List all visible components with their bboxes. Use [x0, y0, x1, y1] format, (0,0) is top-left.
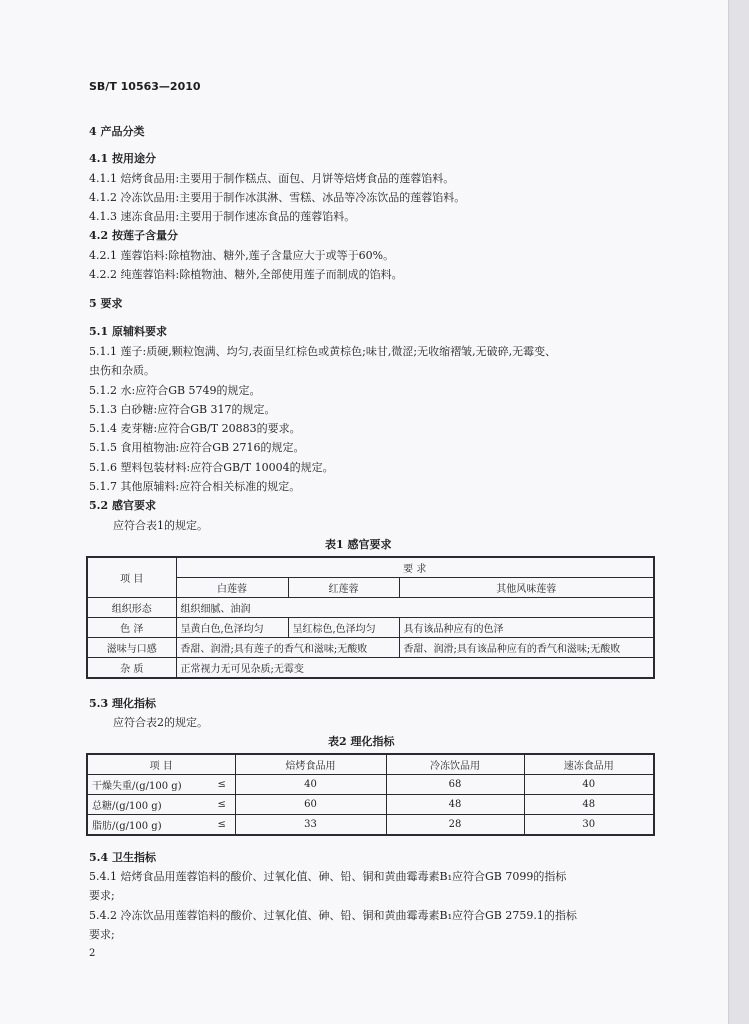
clause-5-4-2-cont: 要求;	[89, 928, 115, 941]
clause-5-1-1-cont: 虫伤和杂质。	[89, 364, 155, 377]
table1-header-white: 白莲蓉	[176, 578, 288, 598]
table1-cell: 呈红棕色,色泽均匀	[288, 618, 399, 638]
clause-5-1-3: 5.1.3 白砂糖:应符合GB 317的规定。	[89, 403, 276, 416]
physicochemical-table	[86, 753, 655, 836]
table-row	[87, 658, 654, 679]
table2-header-baking: 焙烤食品用	[235, 754, 386, 775]
sensory-requirements-table	[86, 556, 655, 679]
table2-cell: 48	[386, 795, 524, 815]
table1-cell: 组织细腻、油润	[176, 598, 654, 618]
table-row	[87, 598, 654, 618]
table1-caption: 表1 感官要求	[325, 538, 392, 551]
table1-cell: 香甜、润滑;具有该品种应有的香气和滋味;无酸败	[399, 638, 654, 658]
table2-cell: 68	[386, 775, 524, 795]
table2-row-item: 总糖/(g/100 g)	[87, 795, 209, 815]
table-row	[87, 638, 654, 658]
clause-5-1-1: 5.1.1 莲子:质硬,颗粒饱满、均匀,表面呈红棕色或黄棕色;味甘,微涩;无收缩褶皱,无破碎,无霉变、	[89, 345, 557, 358]
page-number: 2	[89, 948, 96, 959]
heading-4: 4 产品分类	[89, 125, 145, 138]
clause-4-1-1: 4.1.1 焙烤食品用:主要用于制作糕点、面包、月饼等焙烤食品的莲蓉馅料。	[89, 172, 455, 185]
table2-operator: ≤	[209, 815, 235, 836]
table2-row-item: 脂肪/(g/100 g)	[87, 815, 209, 836]
table1-header-requirement: 要 求	[176, 557, 654, 578]
clause-5-1-6: 5.1.6 塑料包装材料:应符合GB/T 10004的规定。	[89, 461, 334, 474]
table1-header-other: 其他风味莲蓉	[399, 578, 654, 598]
clause-4-2-1: 4.2.1 莲蓉馅料:除植物油、糖外,莲子含量应大于或等于60%。	[89, 249, 395, 262]
table2-cell: 40	[235, 775, 386, 795]
table2-cell: 30	[524, 815, 654, 836]
table2-row-item: 干燥失重/(g/100 g)	[87, 775, 209, 795]
table2-cell: 28	[386, 815, 524, 836]
clause-4-1-3: 4.1.3 速冻食品用:主要用于制作速冻食品的莲蓉馅料。	[89, 210, 356, 223]
clause-5-1-7: 5.1.7 其他原辅料:应符合相关标准的规定。	[89, 480, 301, 493]
table1-cell: 正常视力无可见杂质;无霉变	[176, 658, 654, 679]
table2-cell: 40	[524, 775, 654, 795]
clause-5-3-text: 应符合表2的规定。	[113, 716, 208, 729]
clause-4-1-2: 4.1.2 冷冻饮品用:主要用于制作冰淇淋、雪糕、冰品等冷冻饮品的莲蓉馅料。	[89, 191, 466, 204]
clause-4-2-2: 4.2.2 纯莲蓉馅料:除植物油、糖外,全部使用莲子而制成的馅料。	[89, 268, 403, 281]
heading-5-3: 5.3 理化指标	[89, 697, 156, 710]
table-row	[87, 618, 654, 638]
heading-4-2: 4.2 按莲子含量分	[89, 229, 178, 242]
standard-code: SB/T 10563—2010	[89, 80, 201, 93]
table2-header-frozen-drinks: 冷冻饮品用	[386, 754, 524, 775]
table2-header-quick-frozen: 速冻食品用	[524, 754, 654, 775]
heading-5: 5 要求	[89, 297, 123, 310]
table-row	[87, 815, 654, 836]
heading-5-4: 5.4 卫生指标	[89, 851, 156, 864]
table1-row-item: 组织形态	[87, 598, 176, 618]
clause-5-4-2: 5.4.2 冷冻饮品用莲蓉馅料的酸价、过氧化值、砷、铅、铜和黄曲霉毒素B₁应符合GB 2759.1的指标	[89, 909, 577, 922]
clause-5-1-2: 5.1.2 水:应符合GB 5749的规定。	[89, 384, 261, 397]
table1-header-red: 红莲蓉	[288, 578, 399, 598]
clause-5-4-1-cont: 要求;	[89, 889, 115, 902]
table1-row-item: 色 泽	[87, 618, 176, 638]
table2-cell: 60	[235, 795, 386, 815]
page-edge	[728, 0, 749, 1024]
clause-5-1-5: 5.1.5 食用植物油:应符合GB 2716的规定。	[89, 441, 305, 454]
clause-5-1-4: 5.1.4 麦芽糖:应符合GB/T 20883的要求。	[89, 422, 301, 435]
heading-5-2: 5.2 感官要求	[89, 499, 156, 512]
table2-caption: 表2 理化指标	[328, 735, 395, 748]
table1-row-item: 杂 质	[87, 658, 176, 679]
table2-operator: ≤	[209, 795, 235, 815]
table-row	[87, 775, 654, 795]
heading-4-1: 4.1 按用途分	[89, 152, 156, 165]
table-row	[87, 795, 654, 815]
table1-header-item: 项 目	[87, 557, 176, 598]
heading-5-1: 5.1 原辅料要求	[89, 325, 167, 338]
table1-cell: 呈黄白色,色泽均匀	[176, 618, 288, 638]
table2-header-item: 项 目	[87, 754, 235, 775]
clause-5-2-text: 应符合表1的规定。	[113, 519, 208, 532]
table2-operator: ≤	[209, 775, 235, 795]
table1-cell: 具有该品种应有的色泽	[399, 618, 654, 638]
clause-5-4-1: 5.4.1 焙烤食品用莲蓉馅料的酸价、过氧化值、砷、铅、铜和黄曲霉毒素B₁应符合GB 7099的指标	[89, 870, 567, 883]
table1-row-item: 滋味与口感	[87, 638, 176, 658]
table2-cell: 33	[235, 815, 386, 836]
table2-cell: 48	[524, 795, 654, 815]
table1-cell: 香甜、润滑;具有莲子的香气和滋味;无酸败	[176, 638, 399, 658]
